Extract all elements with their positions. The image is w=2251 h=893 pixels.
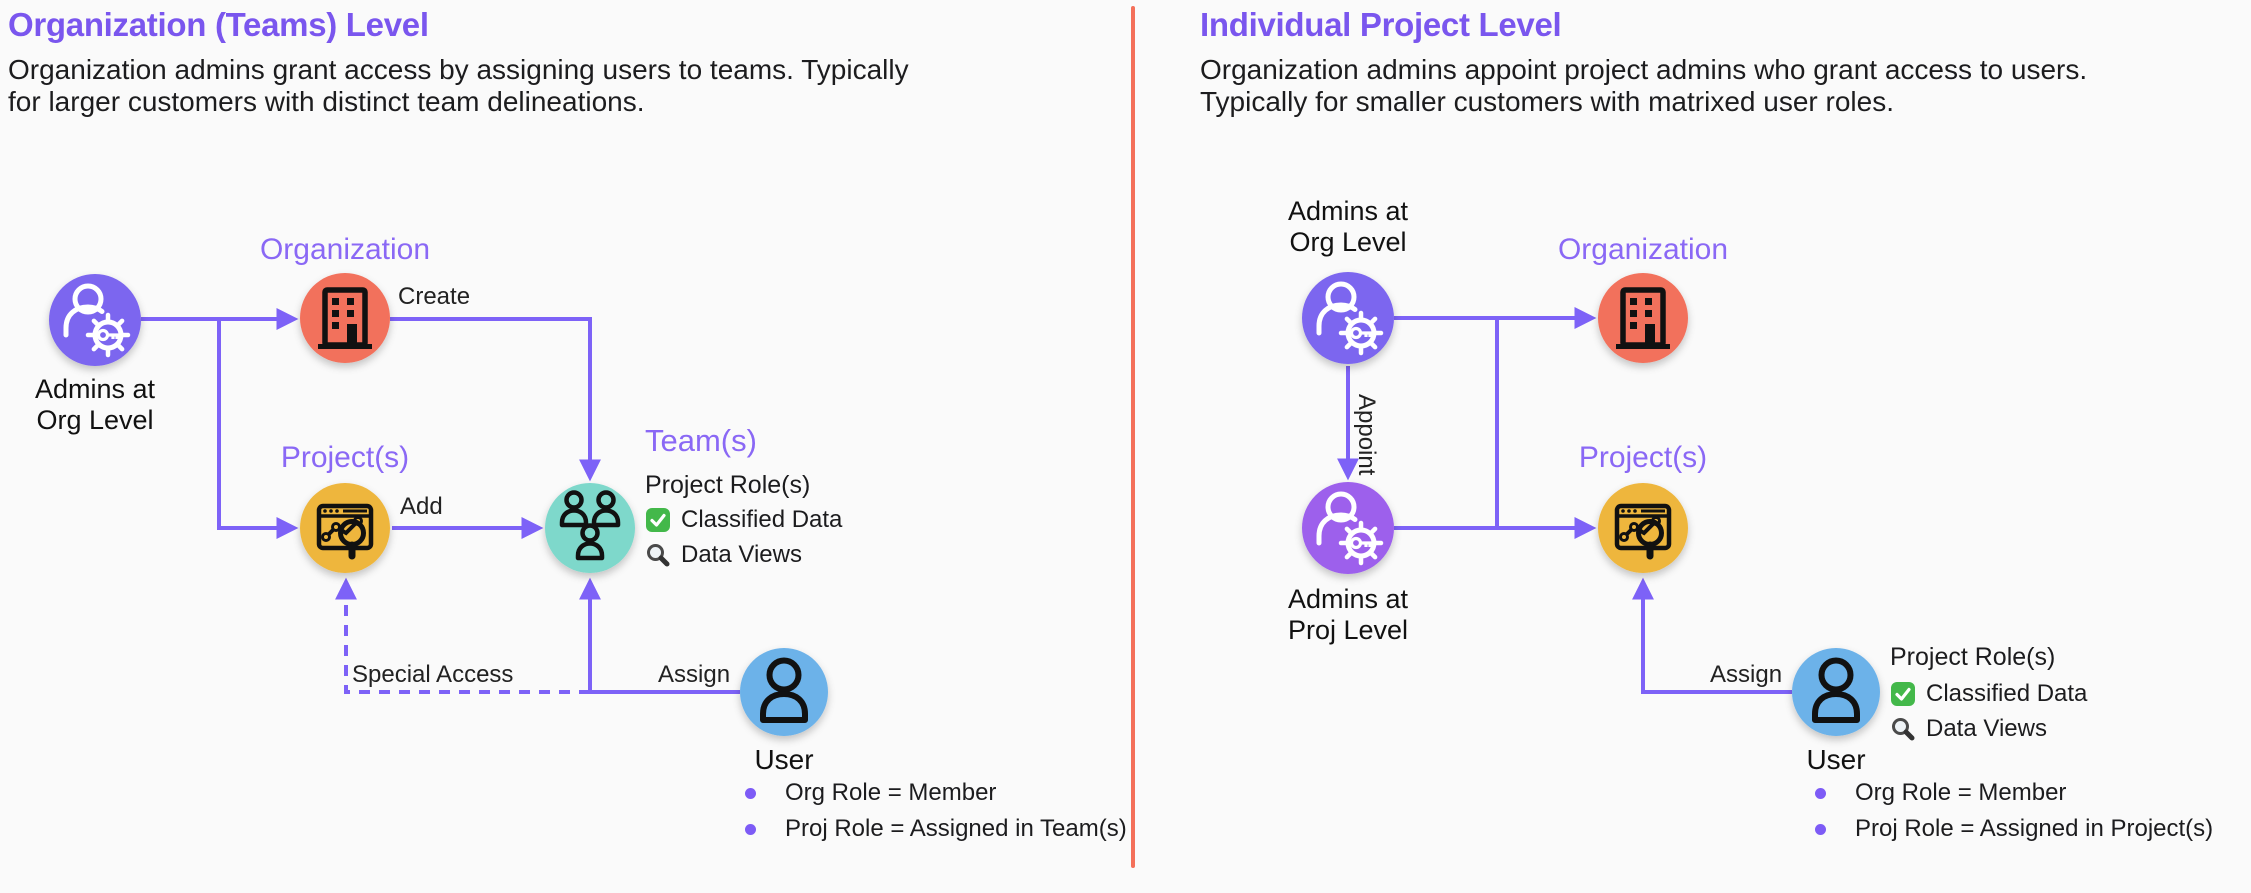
right-user-label: User [1806, 744, 1866, 775]
projects-label: Project(s) [280, 441, 410, 474]
create-edge-label: Create [398, 283, 471, 310]
appoint-edge-label: Appoint [1353, 394, 1380, 476]
left-role-heading: Project Role(s) [645, 471, 811, 499]
right-role-items [1890, 680, 2087, 743]
right-nodes [1302, 272, 1880, 736]
right-description-line1: Organization admins appoint project admins who grant access to users. [1200, 54, 2088, 85]
right-user-bullets [1815, 779, 2213, 843]
magnifier-icon [645, 542, 671, 568]
node-user [740, 648, 828, 736]
node-organization [300, 273, 390, 363]
left-description-line1: Organization admins grant access by assigning users to teams. Typically [8, 54, 909, 85]
node-organization [1598, 273, 1688, 363]
role-item-classified: Classified Data [1890, 680, 2087, 708]
assign-edge-label: Assign [658, 661, 731, 688]
projects-label: Project(s) [1578, 441, 1708, 474]
bullet-proj-role: Proj Role = Assigned in Team(s) [745, 815, 1127, 843]
admins-org-caption: Admins at Org Level [34, 374, 156, 435]
node-admins-proj-level [1302, 482, 1394, 574]
project-window-chart-icon [1617, 506, 1669, 556]
node-admins-org-level [1302, 272, 1394, 364]
organization-label: Organization [259, 233, 431, 266]
left-panel-description [8, 54, 909, 118]
role-item-data-views: Data Views [645, 541, 842, 569]
right-description-line2: Typically for smaller customers with matrixed user roles. [1200, 86, 1894, 117]
right-role-heading: Project Role(s) [1890, 643, 2056, 671]
left-user-label: User [754, 744, 814, 775]
special-access-edge-label: Special Access [352, 661, 514, 688]
admin-gear-key-icon [1319, 494, 1381, 563]
right-panel-description [1200, 54, 2087, 118]
left-panel-title: Organization (Teams) Level [8, 6, 429, 43]
role-item-classified: Classified Data [645, 506, 842, 534]
node-teams [545, 483, 635, 573]
edge-create-org-to-teams [390, 319, 590, 477]
bullet-org-role: Org Role = Member [745, 779, 1127, 807]
user-person-icon [763, 661, 805, 721]
magnifier-icon [1890, 716, 1916, 742]
right-arrows [1348, 318, 1792, 692]
add-edge-label: Add [400, 493, 443, 520]
left-user-bullets [745, 779, 1127, 843]
left-description-line2: for larger customers with distinct team delineations. [8, 86, 645, 117]
admin-gear-key-icon [66, 286, 128, 355]
admins-proj-caption: Admins at Proj Level [1287, 584, 1409, 645]
assign-edge-label: Assign [1710, 661, 1783, 688]
checkbox-icon [1890, 681, 1916, 707]
admin-gear-key-icon [1319, 284, 1381, 353]
bullet-proj-role: Proj Role = Assigned in Project(s) [1815, 815, 2213, 843]
node-admins-org-level [49, 274, 141, 366]
team-people-icon [562, 493, 618, 559]
bullet-dot [1815, 788, 1826, 799]
user-person-icon [1815, 661, 1857, 721]
bullet-dot [745, 824, 756, 835]
project-window-chart-icon [319, 506, 371, 556]
left-role-items [645, 506, 842, 569]
teams-label: Team(s) [645, 423, 757, 458]
bullet-dot [745, 788, 756, 799]
building-icon [318, 290, 372, 347]
building-icon [1616, 290, 1670, 347]
role-item-data-views: Data Views [1890, 715, 2087, 743]
organization-label: Organization [1557, 233, 1729, 266]
edge-admin-to-projects [219, 319, 294, 528]
right-panel-title: Individual Project Level [1200, 6, 1562, 43]
node-user [1792, 648, 1880, 736]
node-projects [1598, 483, 1688, 573]
bullet-dot [1815, 824, 1826, 835]
panel-divider [1131, 6, 1135, 868]
bullet-org-role: Org Role = Member [1815, 779, 2213, 807]
admins-org-caption: Admins at Org Level [1287, 196, 1409, 257]
node-projects [300, 483, 390, 573]
checkbox-icon [645, 507, 671, 533]
